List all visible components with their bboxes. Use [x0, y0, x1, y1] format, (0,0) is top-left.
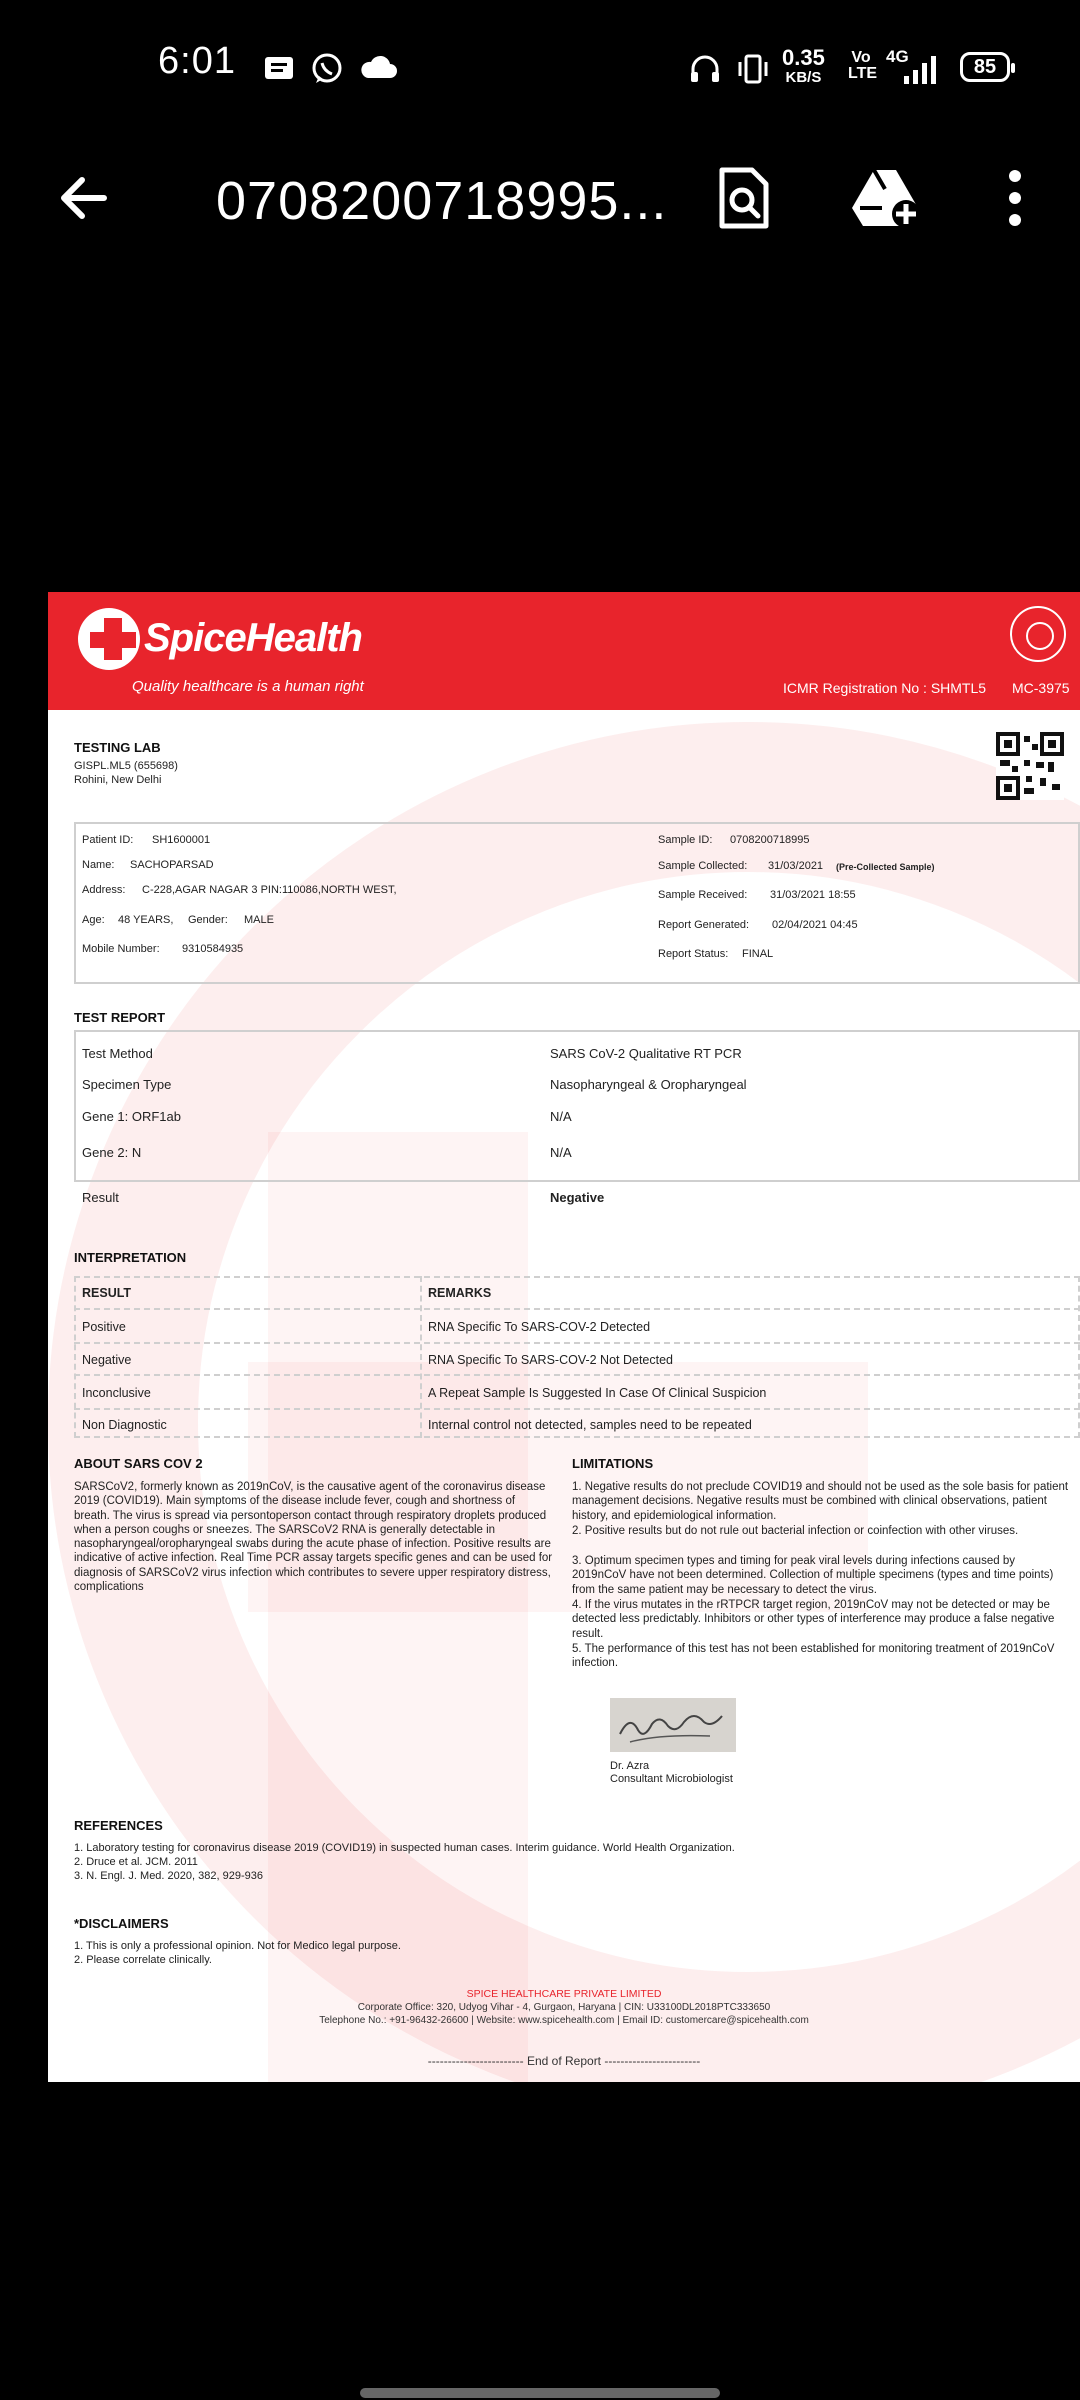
- sample-collected-label: Sample Collected:: [658, 860, 748, 872]
- patient-id-label: Patient ID:: [82, 834, 134, 846]
- interpretation-row-divider: [74, 1408, 1080, 1410]
- network-type: 4G: [886, 47, 909, 66]
- gene1-label: Gene 1: ORF1ab: [82, 1109, 181, 1124]
- sample-collected-value: 31/03/2021: [768, 860, 824, 872]
- headphones-icon: [688, 52, 722, 86]
- data-speed: [782, 45, 825, 88]
- footer-company: SPICE HEALTHCARE PRIVATE LIMITED: [466, 1988, 662, 2000]
- limitation-item: 4. If the virus mutates in the rRTPCR target region, 2019nCoV may not be detected or may be detected less predictably. Inhibitors or other types of interference may produce a false negative result.: [572, 1599, 1055, 1640]
- interp-remark: RNA Specific To SARS-COV-2 Not Detected: [428, 1353, 674, 1367]
- sample-received-value: 31/03/2021 18:55: [770, 889, 856, 901]
- drive-add-icon[interactable]: [852, 166, 922, 230]
- signal-icon: [900, 54, 944, 88]
- reference-item: 3. N. Engl. J. Med. 2020, 382, 929-936: [74, 1870, 263, 1882]
- doctor-name: Dr. Azra: [610, 1760, 650, 1772]
- result-value: Negative: [550, 1190, 605, 1205]
- interp-result: Inconclusive: [82, 1386, 151, 1400]
- gene2-label: Gene 2: N: [82, 1145, 142, 1160]
- sample-id-label: Sample ID:: [658, 834, 713, 846]
- footer-office: Corporate Office: 320, Udyog Vihar - 4, Gurgaon, Haryana | CIN: U33100DL2018PTC333650: [357, 2002, 771, 2013]
- more-vert-icon[interactable]: [1000, 168, 1030, 228]
- patient-gender-value: MALE: [244, 914, 274, 926]
- app-bar: [0, 140, 1080, 260]
- patient-address-value: C-228,AGAR NAGAR 3 PIN:110086,NORTH WEST,: [142, 884, 397, 896]
- report-generated-value: 02/04/2021 04:45: [772, 919, 858, 931]
- disclaimer-item: 2. Please correlate clinically.: [74, 1954, 212, 1966]
- doctor-role: Consultant Microbiologist: [610, 1773, 733, 1785]
- sample-collected-note: (Pre-Collected Sample): [836, 862, 935, 872]
- report-status-value: FINAL: [742, 948, 774, 960]
- report-status-label: Report Status:: [658, 948, 729, 960]
- status-bar: [0, 0, 1080, 140]
- interpretation-row-divider: [74, 1374, 1080, 1376]
- col-result-header: RESULT: [82, 1286, 132, 1300]
- interpretation-title: INTERPRETATION: [74, 1250, 187, 1265]
- limitation-item: 2. Positive results but do not rule out bacterial infection or coinfection with other viruses.: [572, 1525, 1019, 1537]
- volte-indicator: Vo LTE: [848, 49, 878, 82]
- patient-age-label: Age:: [82, 914, 105, 926]
- brand-name: SpiceHealth: [144, 616, 362, 660]
- test-report-title: TEST REPORT: [74, 1010, 166, 1025]
- whatsapp-icon: [310, 52, 344, 86]
- status-time: 6:01: [158, 40, 236, 82]
- brand-tagline: Quality healthcare is a human right: [132, 678, 364, 695]
- signature-image: [610, 1698, 736, 1752]
- reference-item: 1. Laboratory testing for coronavirus disease 2019 (COVID19) in suspected human cases. Interim guidance. World Health Organization.: [74, 1842, 735, 1854]
- seal-icon: [1010, 606, 1066, 662]
- patient-address-label: Address:: [82, 884, 126, 896]
- interpretation-col-divider: [420, 1276, 422, 1438]
- vibrate-icon: [736, 52, 770, 86]
- report-document[interactable]: [48, 592, 1080, 2082]
- gene1-value: N/A: [550, 1109, 572, 1124]
- interp-remark: A Repeat Sample Is Suggested In Case Of Clinical Suspicion: [428, 1386, 767, 1400]
- cloud-icon: [360, 52, 394, 86]
- message-icon: [262, 52, 296, 86]
- sample-id-value: 0708200718995: [730, 834, 810, 846]
- lab-code: GISPL.ML5 (655698): [74, 760, 178, 772]
- specimen-type-label: Specimen Type: [82, 1077, 172, 1092]
- limitations-title: LIMITATIONS: [572, 1456, 654, 1471]
- interpretation-row-divider: [74, 1308, 1080, 1310]
- reference-item: 2. Druce et al. JCM. 2011: [74, 1856, 198, 1868]
- sample-received-label: Sample Received:: [658, 889, 748, 901]
- data-speed-unit: KB/S: [785, 69, 822, 86]
- patient-id-value: SH1600001: [152, 834, 211, 846]
- document-search-icon[interactable]: [716, 166, 772, 230]
- limitation-item: 1. Negative results do not preclude COVID19 and should not be used as the sole basis for patient management decisions. Negative results must be combined with clinical observations, patient history, and epidemiological information.: [572, 1481, 1069, 1522]
- about-text: SARSCoV2, formerly known as 2019nCoV, is the causative agent of the coronavirus disease 2019 (COVID19). Main symptoms of the disease include fever, cough and shortness of breath. The virus is spread via persontoperson contact through respiratory droplets produced when a person coughs or sneezes. The SARSCoV2 RNA is generally detectable in nasopharyngeal/oropharyngeal swabs during the acute phase of infection. Positive results are indicative of active infection. Real Time PCR assay targets specific genes and can be used for diagnosis of SARSCoV2 virus infection which contributes to severe upper respiratory distress, complications: [74, 1481, 553, 1594]
- interp-result: Negative: [82, 1353, 132, 1367]
- back-arrow-icon[interactable]: [56, 170, 112, 226]
- home-indicator[interactable]: [360, 2388, 720, 2398]
- document-title: 0708200718995...: [216, 171, 668, 231]
- patient-mobile-value: 9310584935: [182, 943, 244, 955]
- interp-remark: Internal control not detected, samples need to be repeated: [428, 1418, 752, 1432]
- interp-result: Non Diagnostic: [82, 1418, 167, 1432]
- patient-mobile-label: Mobile Number:: [82, 943, 160, 955]
- lab-location: Rohini, New Delhi: [74, 774, 162, 786]
- footer-contact: Telephone No.: +91-96432-26600 | Website: www.spicehealth.com | Email ID: customercare@spicehealth.com: [319, 2015, 809, 2026]
- about-title: ABOUT SARS COV 2: [74, 1456, 203, 1471]
- specimen-type-value: Nasopharyngeal & Oropharyngeal: [550, 1077, 747, 1092]
- mc-number: MC-3975: [1012, 680, 1070, 696]
- spicehealth-logo-icon: [78, 608, 140, 670]
- data-speed-value: 0.35: [782, 45, 825, 70]
- testing-lab-title: TESTING LAB: [74, 740, 161, 755]
- references-title: REFERENCES: [74, 1818, 163, 1833]
- report-generated-label: Report Generated:: [658, 919, 750, 931]
- disclaimers-title: *DISCLAIMERS: [74, 1916, 169, 1931]
- end-of-report: ------------------------ End of Report ------------------------: [427, 2054, 701, 2068]
- col-remarks-header: REMARKS: [428, 1286, 492, 1300]
- interp-result: Positive: [82, 1320, 126, 1334]
- result-label: Result: [82, 1190, 119, 1205]
- disclaimer-item: 1. This is only a professional opinion. Not for Medico legal purpose.: [74, 1940, 401, 1952]
- battery-icon: 85: [960, 52, 1010, 82]
- patient-name-value: SACHOPARSAD: [130, 859, 214, 871]
- test-method-value: SARS CoV-2 Qualitative RT PCR: [550, 1046, 742, 1061]
- limitation-item: 5. The performance of this test has not been established for monitoring treatment of 2019nCoV infection.: [572, 1643, 1055, 1670]
- gene2-value: N/A: [550, 1145, 572, 1160]
- patient-name-label: Name:: [82, 859, 115, 871]
- patient-age-value: 48 YEARS,: [118, 914, 174, 926]
- interp-remark: RNA Specific To SARS-COV-2 Detected: [428, 1320, 651, 1334]
- patient-info-box: [74, 822, 1080, 984]
- report-header: [48, 592, 1080, 710]
- qr-code-icon: [996, 732, 1064, 800]
- patient-gender-label: Gender:: [188, 914, 228, 926]
- test-method-label: Test Method: [82, 1046, 153, 1061]
- interpretation-row-divider: [74, 1342, 1080, 1344]
- icmr-registration: ICMR Registration No : SHMTL5: [783, 680, 987, 696]
- limitation-item: 3. Optimum specimen types and timing for peak viral levels during infections caused by 2019nCoV have not been determined. Collection of multiple specimens (types and time points) from the same patient may be necessary to detect the virus.: [572, 1555, 1054, 1596]
